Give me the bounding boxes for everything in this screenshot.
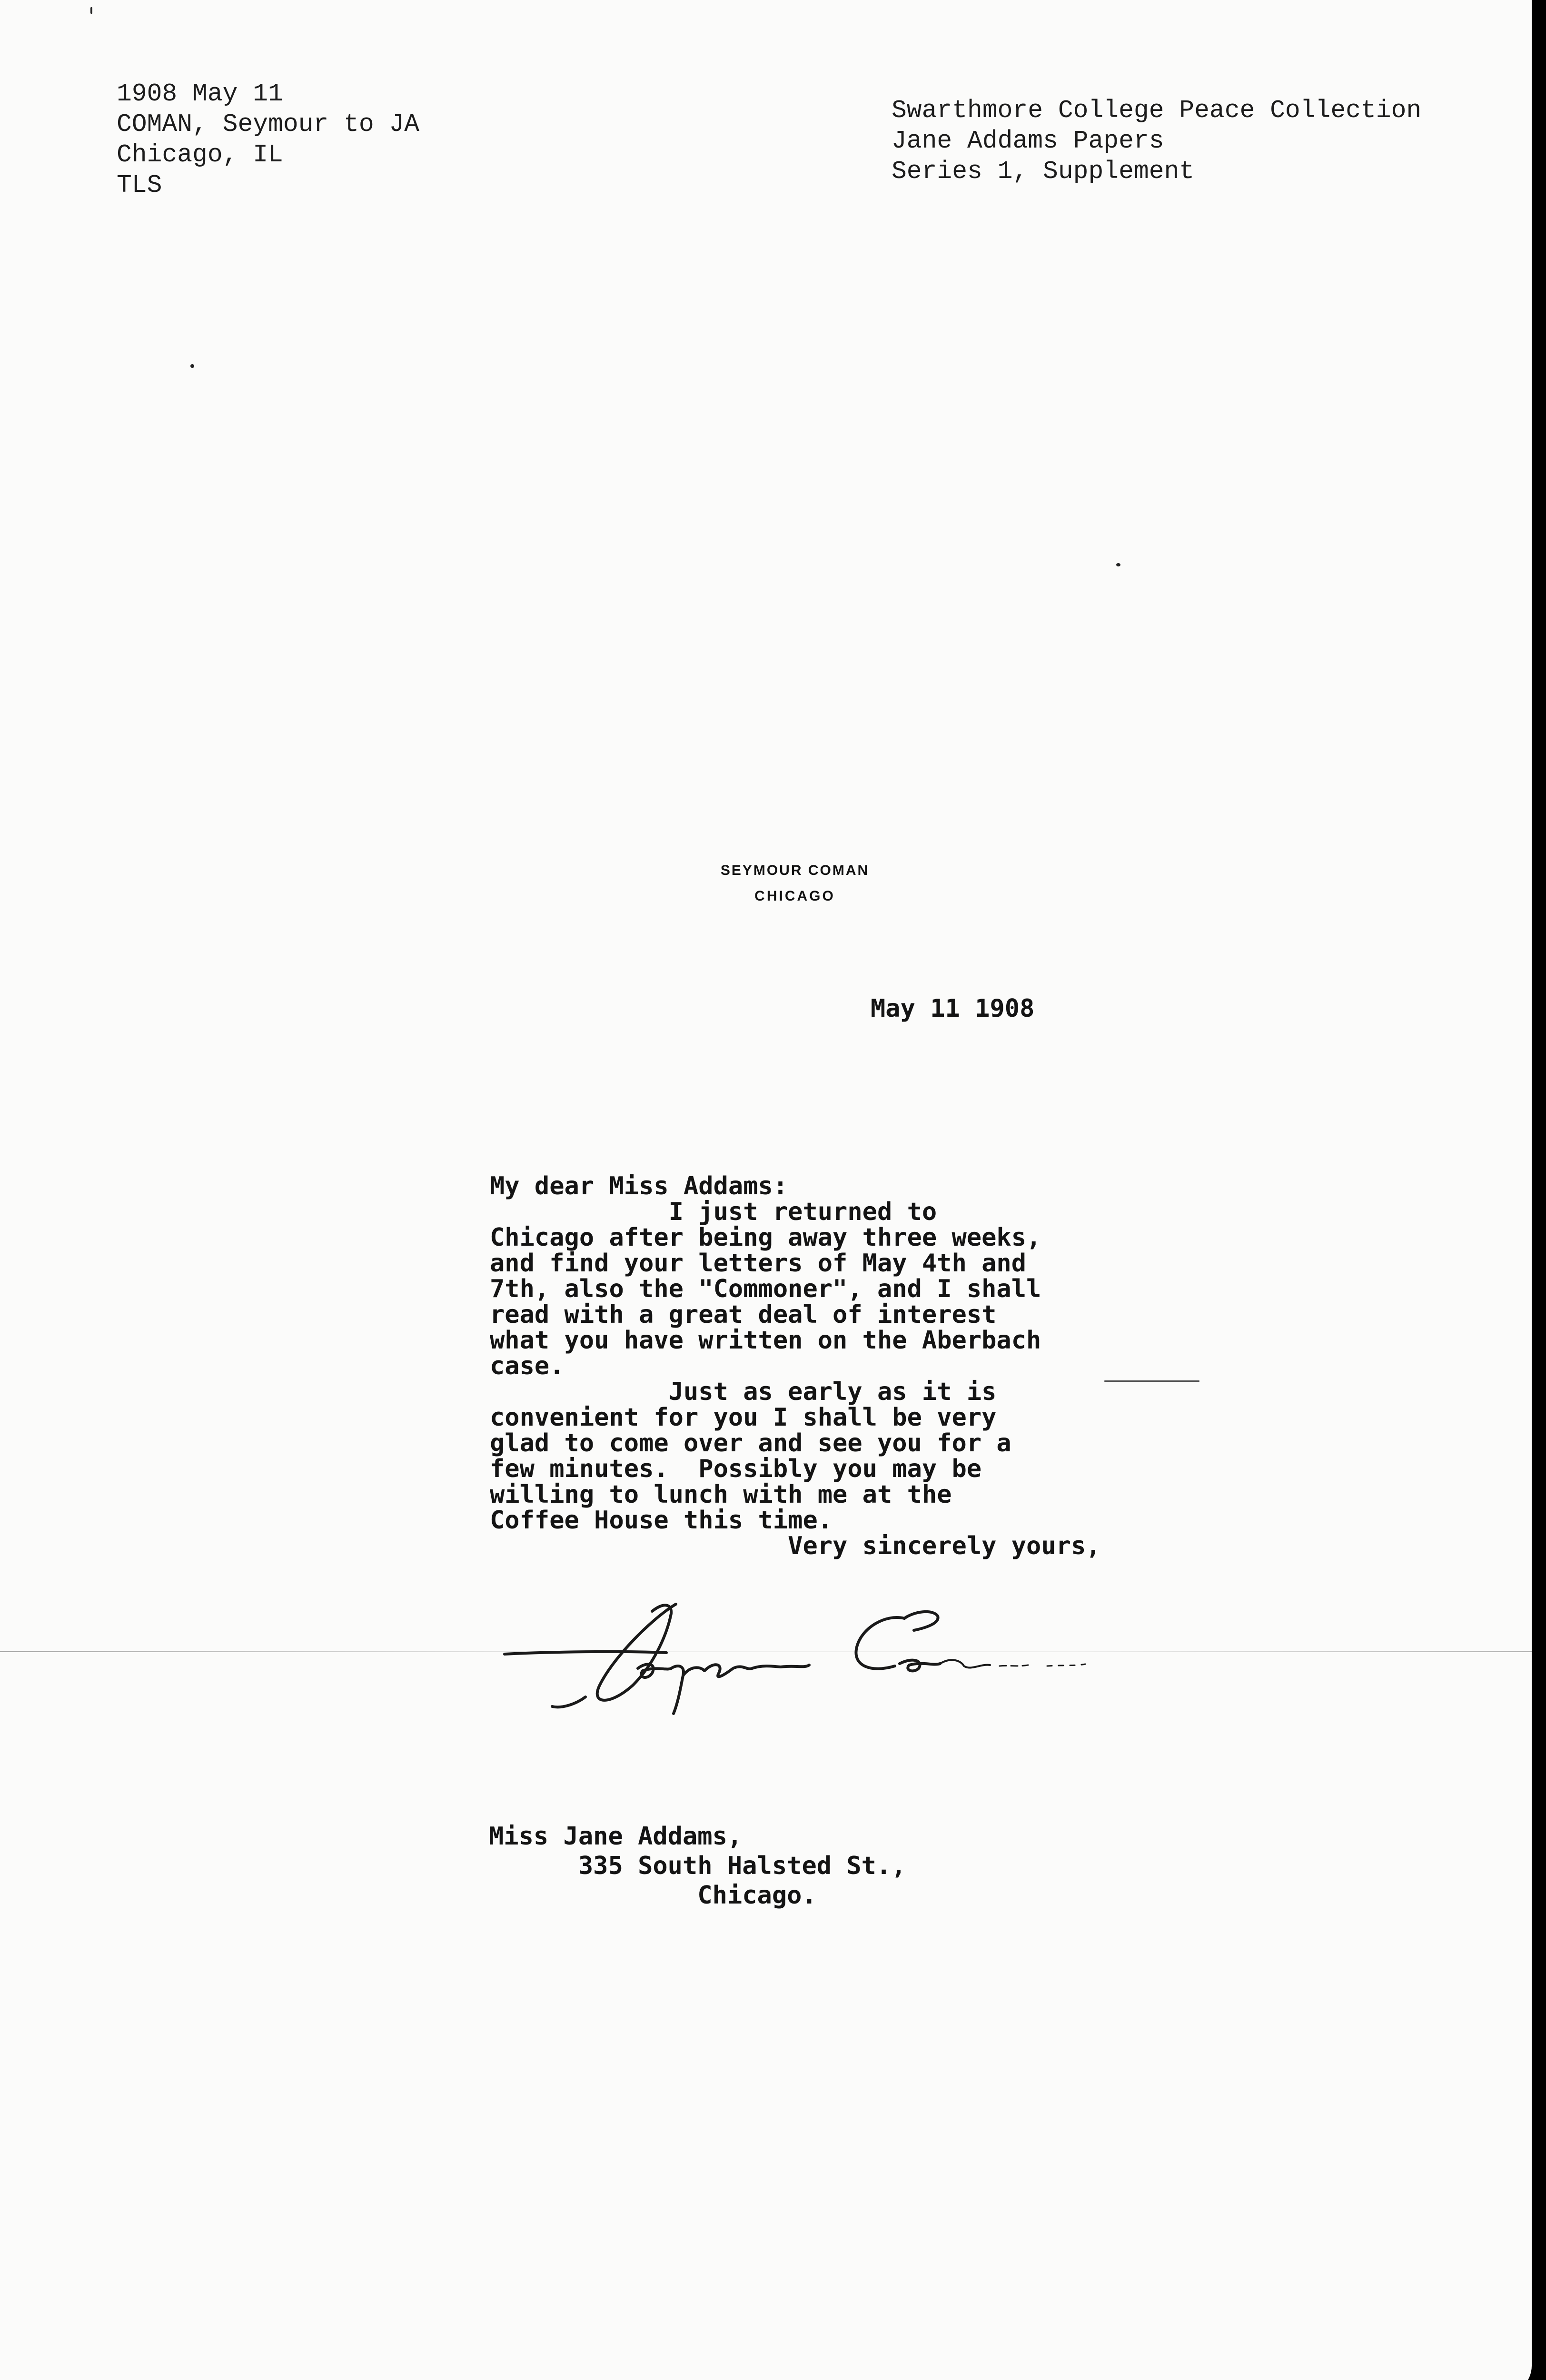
scan-speck [1116, 563, 1120, 566]
scan-speck [1104, 1380, 1199, 1382]
handwritten-signature [495, 1585, 1209, 1728]
letterhead-name: SEYMOUR COMAN [720, 863, 870, 878]
scan-speck [90, 7, 92, 14]
letterhead-city: CHICAGO [754, 888, 835, 904]
letter-body: My dear Miss Addams: I just returned to Chicago after being away three weeks, and find your letters of May 4th and 7th, also the "Commoner", and I shall read with a great deal of interest what you have written on the Aberbach case. Just as early as it is convenient for you I shall be very glad to come over and see you for a few minutes. Possibly you may be willing to lunch with me at the Coffee House this time. Very sincerely yours, [490, 1172, 1101, 1560]
scan-speck [190, 364, 194, 368]
archival-metadata: 1908 May 11 COMAN, Seymour to JA Chicago, IL TLS [117, 79, 420, 199]
collection-label: Swarthmore College Peace Collection Jane Addams Papers Series 1, Supplement [892, 96, 1422, 186]
letter-date: May 11 1908 [871, 994, 1035, 1023]
recipient-address: Miss Jane Addams, 335 South Halsted St., Chicago. [489, 1822, 906, 1910]
